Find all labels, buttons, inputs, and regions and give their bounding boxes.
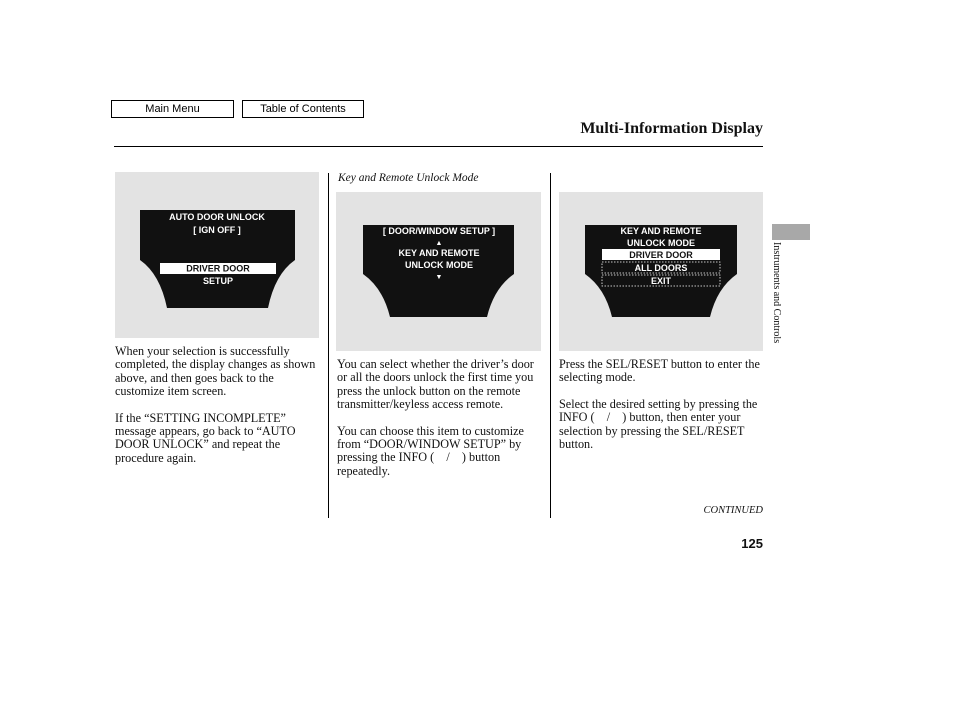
display3-line2: UNLOCK MODE	[627, 238, 695, 248]
column2-paragraph-2: You can choose this item to customize from “DOOR/WINDOW SETUP” by pressing the INFO ( / ) button repeatedly.	[337, 423, 524, 478]
column1-paragraph-1: When your selection is successfully completed, the display changes as shown above, and then goes back to the customize item screen.	[115, 344, 316, 399]
display2-line2: KEY AND REMOTE	[398, 248, 480, 258]
display-panel-2	[336, 192, 541, 351]
column1-text	[115, 345, 323, 478]
display3-option3: EXIT	[650, 276, 672, 286]
display-panel-3	[559, 192, 763, 351]
display3-line1: KEY AND REMOTE	[620, 226, 702, 236]
display1-line4: SETUP	[202, 276, 234, 286]
page-number: 125	[741, 536, 763, 551]
header-rule	[114, 146, 763, 147]
column3-paragraph-1: Press the SEL/RESET button to enter the selecting mode.	[559, 357, 760, 385]
main-menu-button[interactable]: Main Menu	[111, 100, 234, 118]
page-title: Multi-Information Display	[580, 120, 763, 137]
display3-option2: ALL DOORS	[634, 263, 688, 273]
display1-line2: [ IGN OFF ]	[193, 225, 241, 235]
display-panel-1	[115, 172, 319, 338]
display-screen-3	[559, 192, 763, 351]
display2-arrow-down: ▼	[435, 274, 443, 281]
display-screen-1	[115, 172, 319, 338]
column-divider-2	[550, 173, 551, 518]
display2-line1: [ DOOR/WINDOW SETUP ]	[382, 226, 496, 236]
column3-text	[559, 358, 764, 464]
display1-highlight: DRIVER DOOR	[186, 263, 250, 274]
display2-line3: UNLOCK MODE	[405, 260, 473, 270]
display3-option1: DRIVER DOOR	[629, 250, 693, 260]
section-caption: Key and Remote Unlock Mode	[338, 172, 479, 184]
display2-arrow-up: ▲	[435, 240, 443, 247]
column2-paragraph-1: You can select whether the driver’s door or all the doors unlock the first time you press the unlock button on the remote transmitter/keyless access remote.	[337, 357, 534, 412]
column-divider-1	[328, 173, 329, 518]
side-section-label-text: Instruments and Controls	[771, 242, 782, 344]
column2-text	[337, 358, 541, 491]
display1-line1: AUTO DOOR UNLOCK	[169, 212, 265, 222]
column3-paragraph-2: Select the desired setting by pressing the INFO ( / ) button, then enter your selection by pressing the SEL/RESET button.	[559, 396, 758, 452]
display-screen-2	[336, 192, 541, 351]
column1-paragraph-2: If the “SETTING INCOMPLETE” message appears, go back to “AUTO DOOR UNLOCK” and repeat the procedure again.	[115, 410, 296, 465]
side-section-label	[770, 242, 784, 372]
table-of-contents-button[interactable]: Table of Contents	[242, 100, 364, 118]
section-tab	[772, 224, 810, 240]
continued-label: CONTINUED	[703, 505, 763, 516]
